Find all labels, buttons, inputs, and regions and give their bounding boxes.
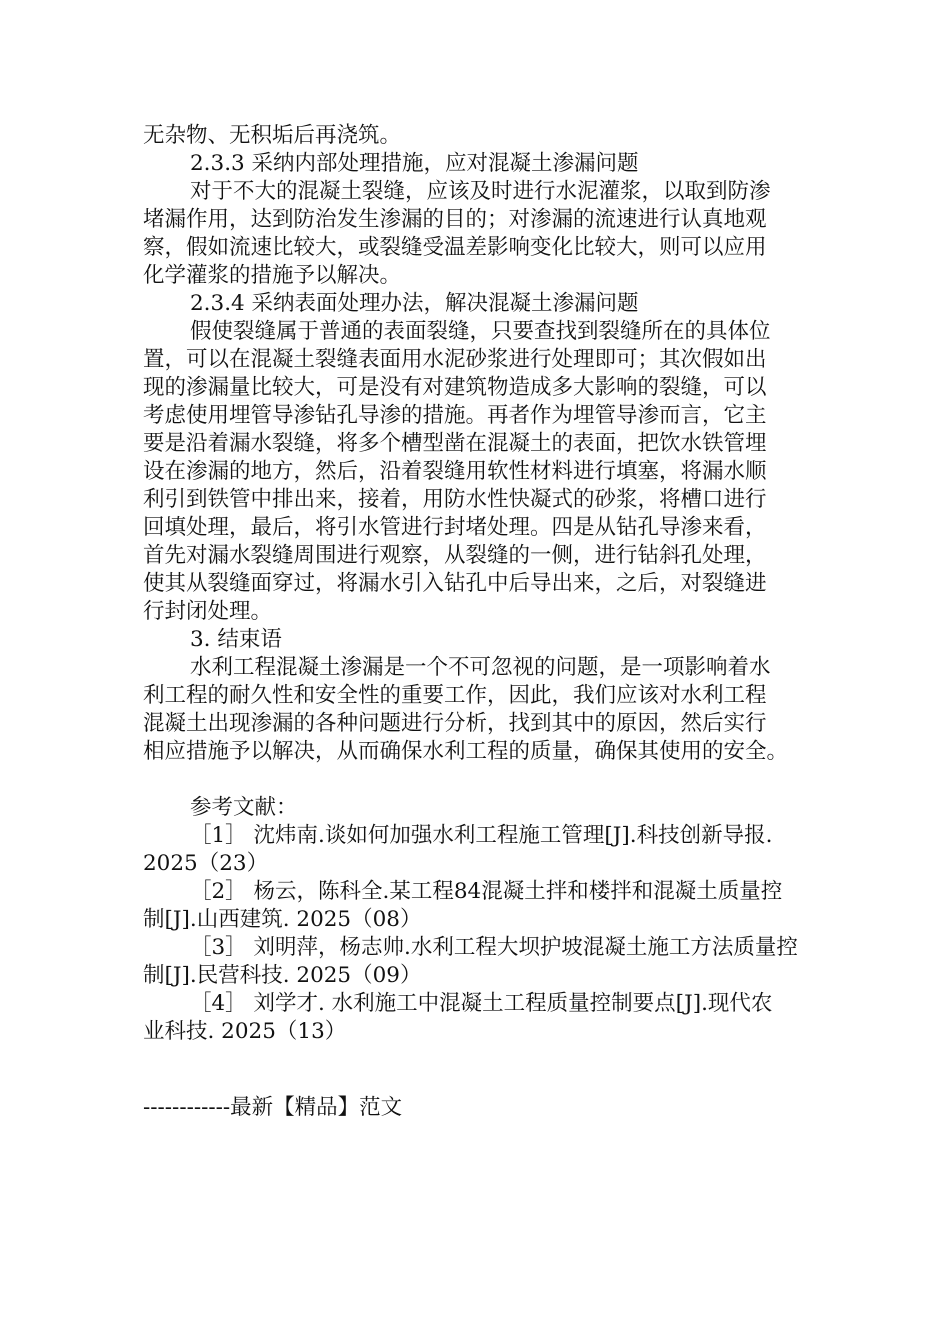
body-text-line: 利工程的耐久性和安全性的重要工作，因此，我们应该对水利工程 <box>143 683 767 708</box>
section-heading: 3. 结束语 <box>190 627 282 652</box>
reference-item: 制[J].民营科技. 2025（09） <box>143 963 422 988</box>
body-text-line: 相应措施予以解决，从而确保水利工程的质量，确保其使用的安全。 <box>143 739 789 764</box>
body-text-line: 行封闭处理。 <box>143 599 273 624</box>
footer-text: ------------最新【精品】范文 <box>143 1095 403 1120</box>
body-text-line: 利引到铁管中排出来，接着，用防水性快凝式的砂浆，将槽口进行 <box>143 487 767 512</box>
body-text-line: 置，可以在混凝土裂缝表面用水泥砂浆进行处理即可；其次假如出 <box>143 347 767 372</box>
body-text-line: 堵漏作用，达到防治发生渗漏的目的；对渗漏的流速进行认真地观 <box>143 207 767 232</box>
body-text-line: 水利工程混凝土渗漏是一个不可忽视的问题，是一项影响着水 <box>190 655 771 680</box>
reference-item: ［4］ 刘学才. 水利施工中混凝土工程质量控制要点[J].现代农 <box>190 991 773 1016</box>
body-text-line: 要是沿着漏水裂缝，将多个槽型凿在混凝土的表面，把饮水铁管埋 <box>143 431 767 456</box>
reference-item: 业科技. 2025（13） <box>143 1019 347 1044</box>
reference-item: 2025（23） <box>143 851 269 876</box>
body-text-line: 现的渗漏量比较大，可是没有对建筑物造成多大影响的裂缝，可以 <box>143 375 767 400</box>
body-text-line: 化学灌浆的措施予以解决。 <box>143 263 402 288</box>
section-heading: 2.3.3 采纳内部处理措施，应对混凝土渗漏问题 <box>190 151 639 176</box>
reference-item: ［3］ 刘明萍，杨志帅.水利工程大坝护坡混凝土施工方法质量控 <box>190 935 798 960</box>
reference-item: ［2］ 杨云，陈科全.某工程84混凝土拌和楼拌和混凝土质量控 <box>190 879 783 904</box>
body-text-line: 考虑使用埋管导渗钻孔导渗的措施。再者作为埋管导渗而言，它主 <box>143 403 767 428</box>
reference-item: 制[J].山西建筑. 2025（08） <box>143 907 422 932</box>
section-heading: 2.3.4 采纳表面处理办法，解决混凝土渗漏问题 <box>190 291 639 316</box>
body-text-line: 首先对漏水裂缝周围进行观察，从裂缝的一侧，进行钻斜孔处理， <box>143 543 767 568</box>
references-heading: 参考文献： <box>190 795 298 820</box>
body-text-line: 对于不大的混凝土裂缝，应该及时进行水泥灌浆，以取到防渗 <box>190 179 771 204</box>
body-text-line: 回填处理，最后，将引水管进行封堵处理。四是从钻孔导渗来看， <box>143 515 767 540</box>
body-text-line: 设在渗漏的地方，然后，沿着裂缝用软性材料进行填塞，将漏水顺 <box>143 459 767 484</box>
body-text-line: 使其从裂缝面穿过，将漏水引入钻孔中后导出来，之后，对裂缝进 <box>143 571 767 596</box>
body-text-line: 无杂物、无积垢后再浇筑。 <box>143 123 402 148</box>
body-text-line: 察，假如流速比较大，或裂缝受温差影响变化比较大，则可以应用 <box>143 235 767 260</box>
reference-item: ［1］ 沈炜南.谈如何加强水利工程施工管理[J].科技创新导报. <box>190 823 773 848</box>
body-text-line: 假使裂缝属于普通的表面裂缝，只要查找到裂缝所在的具体位 <box>190 319 771 344</box>
body-text-line: 混凝土出现渗漏的各种问题进行分析，找到其中的原因，然后实行 <box>143 711 767 736</box>
